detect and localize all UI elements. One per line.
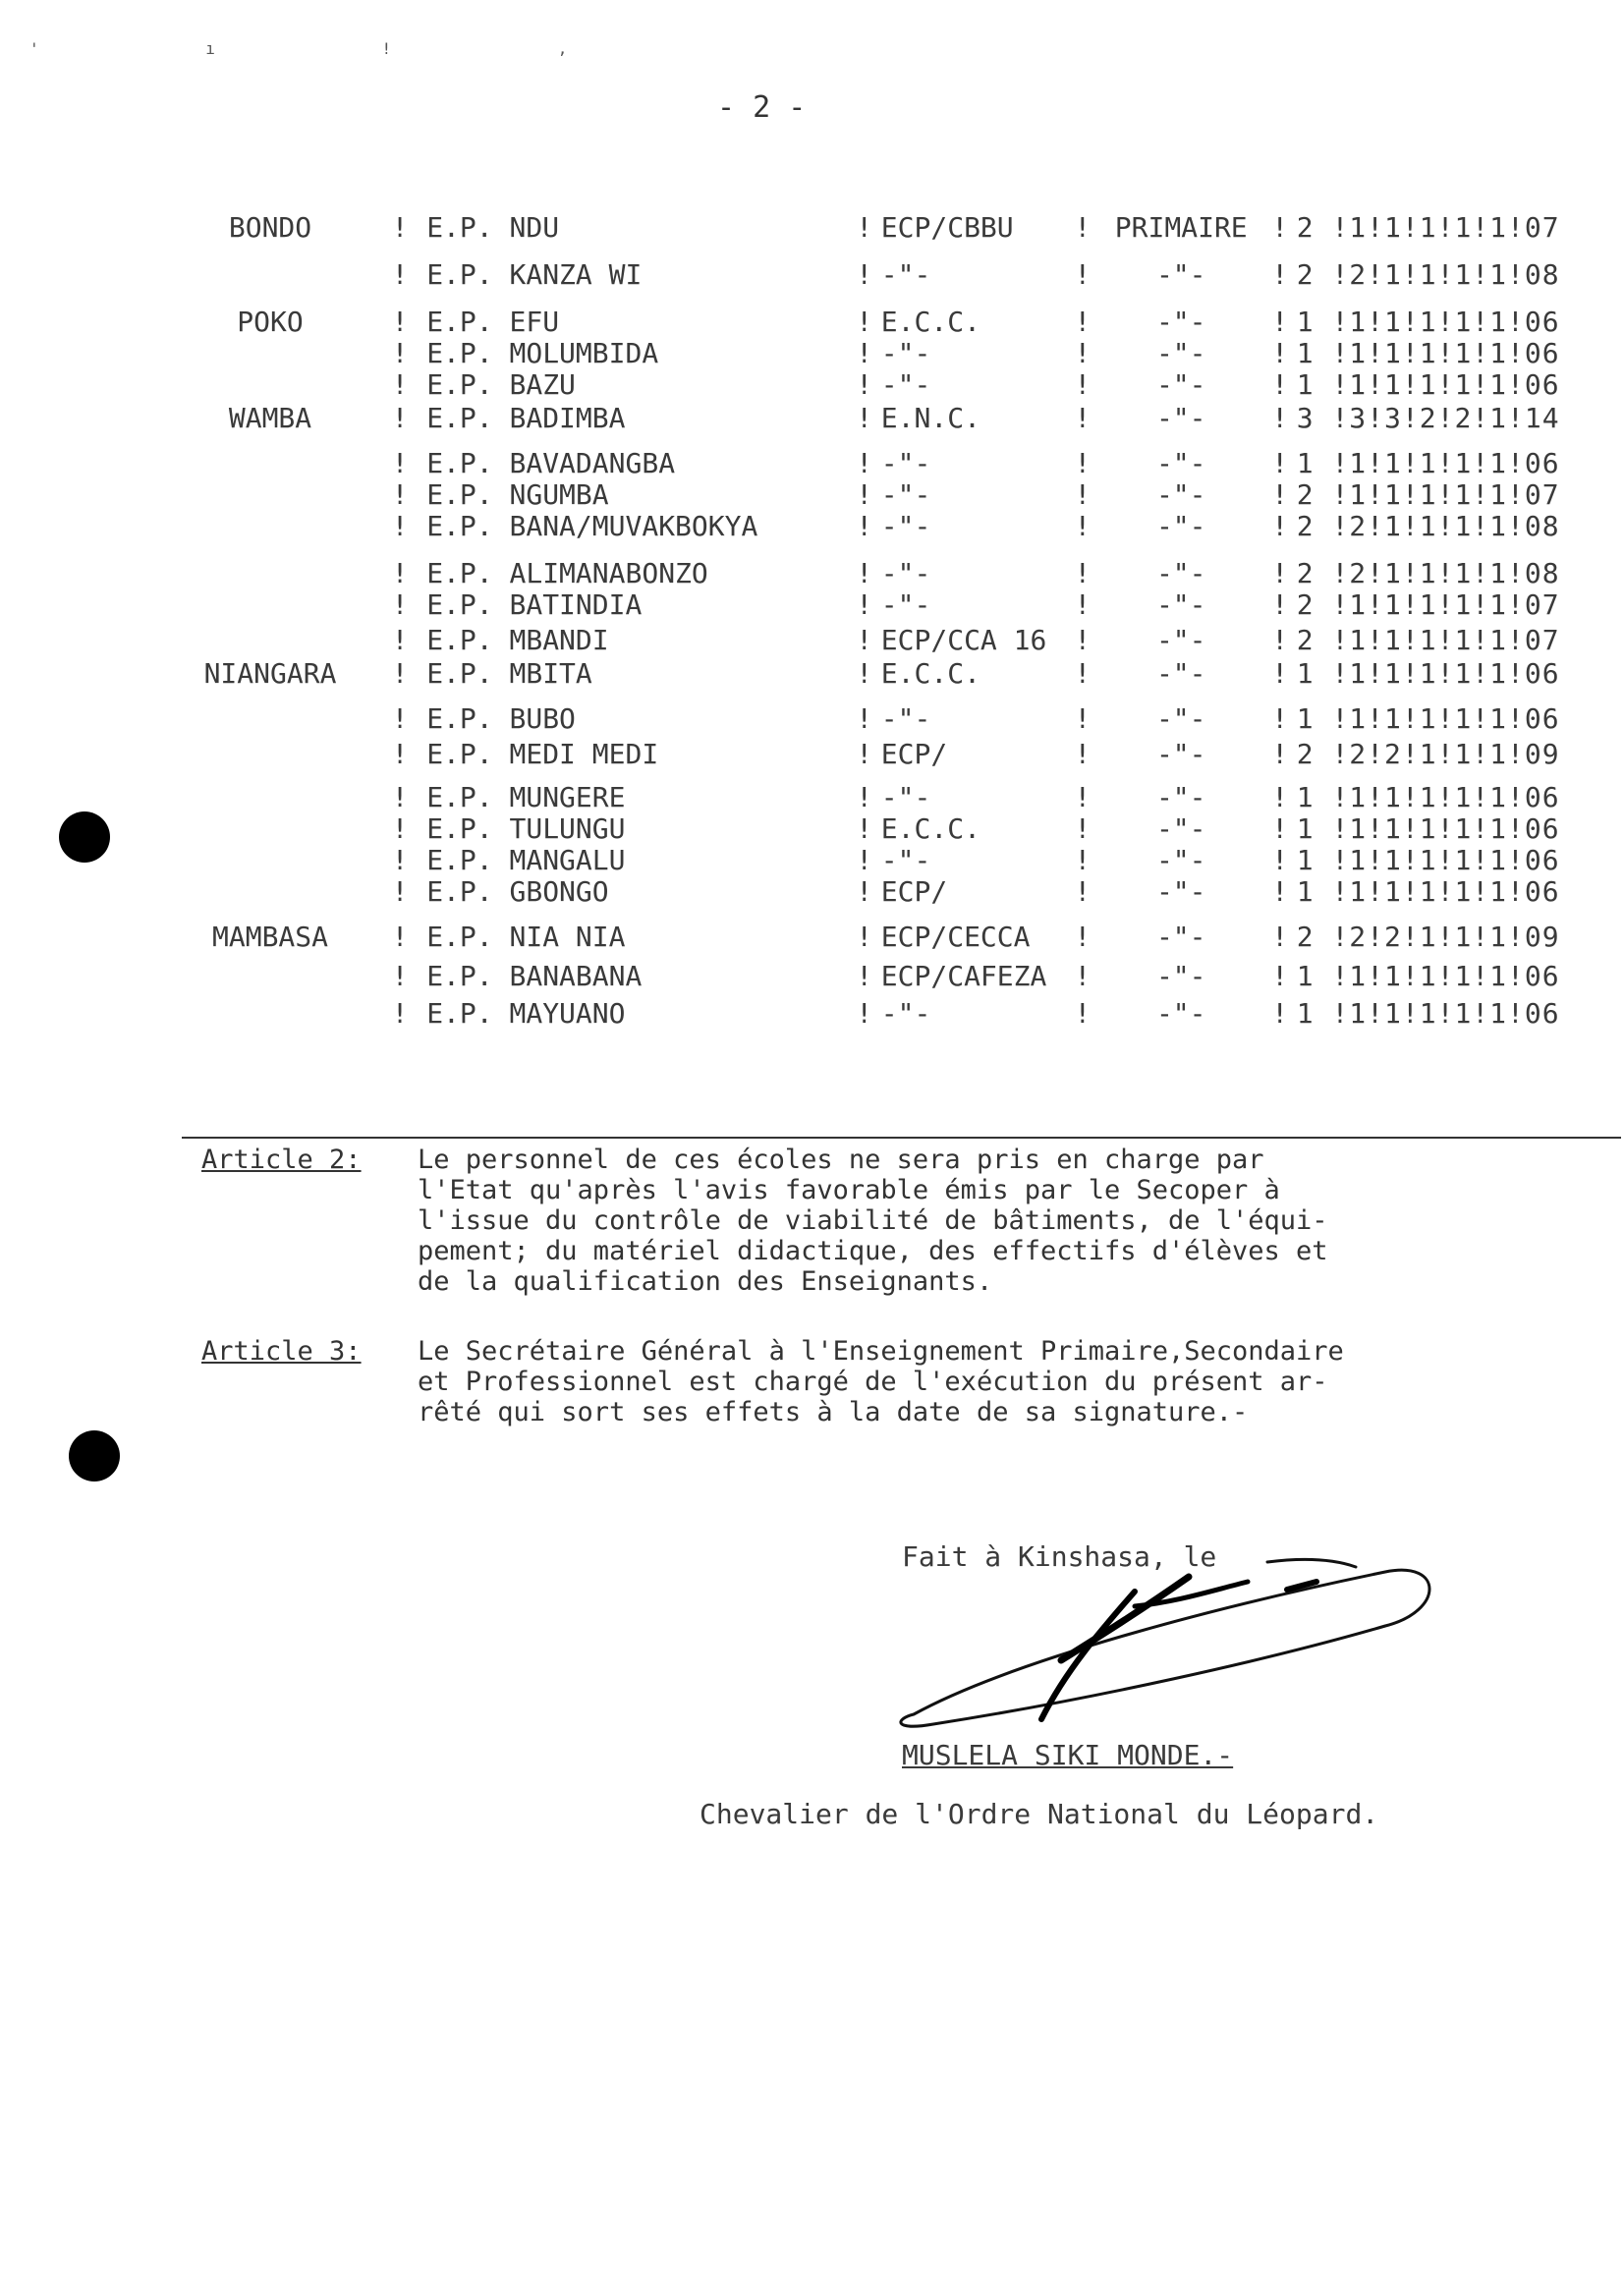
table-row	[157, 845, 1624, 876]
separator: !	[856, 211, 873, 244]
separator: !	[1074, 997, 1092, 1030]
separator: !	[856, 844, 873, 876]
separator: !	[1074, 510, 1092, 542]
district-cell	[157, 625, 383, 658]
level-cell: PRIMAIRE	[1114, 211, 1248, 244]
separator: !	[391, 844, 409, 876]
district-cell: MAMBASA	[212, 921, 329, 953]
separator: !	[1271, 557, 1289, 589]
separator: !	[391, 337, 409, 369]
table-row	[157, 403, 1624, 448]
table-row	[157, 998, 1624, 1030]
network-cell: -"-	[880, 781, 931, 813]
school-cell: E.P. NGUMBA	[426, 478, 609, 511]
separator: !	[856, 402, 873, 434]
separator: !	[391, 557, 409, 589]
school-cell: E.P. ALIMANABONZO	[426, 557, 708, 589]
school-cell: E.P. TULUNGU	[426, 812, 626, 845]
class-counts-cell: 2 !2!2!1!1!1!09	[1296, 921, 1560, 953]
level-cell: -"-	[1155, 921, 1206, 953]
level-cell: -"-	[1155, 875, 1206, 908]
class-counts-cell: 1 !1!1!1!1!1!06	[1296, 781, 1560, 813]
separator: !	[856, 624, 873, 656]
separator: !	[1271, 510, 1289, 542]
level-cell: -"-	[1155, 702, 1206, 735]
class-counts-cell: 2 !1!1!1!1!1!07	[1296, 211, 1560, 244]
separator: !	[1271, 875, 1289, 908]
class-counts-cell: 2 !1!1!1!1!1!07	[1296, 624, 1560, 656]
separator: !	[391, 306, 409, 338]
separator: !	[1271, 258, 1289, 291]
separator: !	[391, 921, 409, 953]
network-cell: -"-	[880, 702, 931, 735]
separator: !	[391, 657, 409, 690]
class-counts-cell: 1 !1!1!1!1!1!06	[1296, 306, 1560, 338]
separator: !	[1074, 211, 1092, 244]
level-cell: -"-	[1155, 624, 1206, 656]
separator: !	[856, 368, 873, 401]
district-cell	[157, 479, 383, 511]
table-row	[157, 922, 1624, 961]
level-cell: -"-	[1155, 306, 1206, 338]
school-cell: E.P. BUBO	[426, 702, 576, 735]
network-cell: ECP/CBBU	[880, 211, 1014, 244]
separator: !	[1271, 921, 1289, 953]
network-cell: -"-	[880, 557, 931, 589]
separator: !	[1074, 875, 1092, 908]
separator: !	[1271, 960, 1289, 992]
handwritten-signature	[894, 1552, 1444, 1739]
separator: !	[1271, 781, 1289, 813]
class-counts-cell: 1 !1!1!1!1!1!06	[1296, 657, 1560, 690]
article-2-label: Article 2:	[201, 1145, 362, 1175]
class-counts-cell: 1 !1!1!1!1!1!06	[1296, 875, 1560, 908]
separator: !	[856, 812, 873, 845]
separator: !	[856, 875, 873, 908]
separator: !	[1271, 812, 1289, 845]
school-cell: E.P. MEDI MEDI	[426, 738, 659, 770]
separator: !	[391, 211, 409, 244]
separator: !	[1271, 844, 1289, 876]
class-counts-cell: 3 !3!3!2!2!1!14	[1296, 402, 1560, 434]
school-cell: E.P. BAVADANGBA	[426, 447, 676, 479]
page-marks: ' ı ! ,	[29, 39, 646, 58]
level-cell: -"-	[1155, 844, 1206, 876]
table-row	[157, 259, 1624, 307]
school-cell: E.P. BADIMBA	[426, 402, 626, 434]
table-row	[157, 212, 1624, 259]
district-cell	[157, 876, 383, 922]
network-cell: E.C.C.	[880, 657, 980, 690]
school-cell: E.P. BATINDIA	[426, 588, 643, 621]
district-cell	[157, 961, 383, 998]
separator: !	[1074, 402, 1092, 434]
district-cell	[157, 589, 383, 625]
school-cell: E.P. MOLUMBIDA	[426, 337, 659, 369]
separator: !	[391, 702, 409, 735]
separator: !	[1271, 211, 1289, 244]
table-row	[157, 876, 1624, 922]
table-row	[157, 338, 1624, 369]
separator: !	[1074, 921, 1092, 953]
table-row	[157, 307, 1624, 338]
level-cell: -"-	[1155, 588, 1206, 621]
level-cell: -"-	[1155, 557, 1206, 589]
separator: !	[1074, 960, 1092, 992]
page-number: - 2 -	[717, 90, 807, 125]
separator: !	[391, 368, 409, 401]
separator: !	[391, 875, 409, 908]
separator: !	[1271, 624, 1289, 656]
separator: !	[1271, 368, 1289, 401]
district-cell	[157, 369, 383, 403]
district-cell: BONDO	[228, 211, 312, 244]
article-3-text: Le Secrétaire Général à l'Enseignement Primaire,Secondaire et Professionnel est chargé de l'exécution du présent ar- rêté qui sort ses effets à la date de sa signature.-	[418, 1336, 1344, 1427]
separator: !	[391, 447, 409, 479]
separator: !	[1074, 812, 1092, 845]
separator: !	[1271, 702, 1289, 735]
level-cell: -"-	[1155, 812, 1206, 845]
level-cell: -"-	[1155, 960, 1206, 992]
district-cell: WAMBA	[228, 402, 312, 434]
class-counts-cell: 1 !1!1!1!1!1!06	[1296, 960, 1560, 992]
school-cell: E.P. GBONGO	[426, 875, 609, 908]
separator: !	[1074, 624, 1092, 656]
district-cell	[157, 448, 383, 479]
network-cell: -"-	[880, 588, 931, 621]
network-cell: -"-	[880, 368, 931, 401]
separator: !	[856, 702, 873, 735]
table-row	[157, 782, 1624, 813]
school-cell: E.P. NIA NIA	[426, 921, 626, 953]
level-cell: -"-	[1155, 510, 1206, 542]
article-2-text: Le personnel de ces écoles ne sera pris en charge par l'Etat qu'après l'avis favorable émis par le Secoper à l'issue du contrôle de viabilité de bâtiments, de l'équi- pement; du matériel didactique, des effectifs d'élèves et de la qualification des Enseignants.	[418, 1145, 1328, 1297]
level-cell: -"-	[1155, 738, 1206, 770]
school-cell: E.P. KANZA WI	[426, 258, 643, 291]
punch-hole-bottom	[69, 1430, 120, 1481]
separator: !	[391, 960, 409, 992]
separator: !	[1074, 588, 1092, 621]
separator: !	[1074, 702, 1092, 735]
separator: !	[1074, 557, 1092, 589]
separator: !	[856, 738, 873, 770]
separator: !	[391, 510, 409, 542]
table-row	[157, 589, 1624, 625]
district-cell	[157, 998, 383, 1030]
separator: !	[391, 738, 409, 770]
table-row	[157, 625, 1624, 658]
network-cell: ECP/	[880, 875, 948, 908]
class-counts-cell: 1 !1!1!1!1!1!06	[1296, 812, 1560, 845]
separator: !	[391, 624, 409, 656]
network-cell: -"-	[880, 447, 931, 479]
class-counts-cell: 2 !2!2!1!1!1!09	[1296, 738, 1560, 770]
class-counts-cell: 1 !1!1!1!1!1!06	[1296, 997, 1560, 1030]
separator: !	[1271, 738, 1289, 770]
table-row	[157, 703, 1624, 739]
separator: !	[1271, 306, 1289, 338]
separator: !	[1271, 997, 1289, 1030]
place-date-line: Fait à Kinshasa, le	[902, 1540, 1217, 1573]
level-cell: -"-	[1155, 478, 1206, 511]
class-counts-cell: 1 !1!1!1!1!1!06	[1296, 702, 1560, 735]
class-counts-cell: 1 !1!1!1!1!1!06	[1296, 844, 1560, 876]
district-cell	[157, 511, 383, 558]
separator: !	[1074, 844, 1092, 876]
class-counts-cell: 2 !2!1!1!1!1!08	[1296, 258, 1560, 291]
table-row	[157, 448, 1624, 479]
class-counts-cell: 1 !1!1!1!1!1!06	[1296, 447, 1560, 479]
punch-hole-top	[59, 811, 110, 863]
network-cell: -"-	[880, 258, 931, 291]
district-cell	[157, 739, 383, 782]
separator: !	[1074, 738, 1092, 770]
table-bottom-rule	[182, 1137, 1621, 1139]
separator: !	[856, 447, 873, 479]
district-cell: NIANGARA	[203, 657, 337, 690]
network-cell: -"-	[880, 844, 931, 876]
schools-table-body	[157, 212, 1624, 1030]
separator: !	[1271, 447, 1289, 479]
network-cell: E.N.C.	[880, 402, 980, 434]
signatory-name: MUSLELA SIKI MONDE.-	[902, 1739, 1234, 1771]
separator: !	[1074, 478, 1092, 511]
class-counts-cell: 2 !2!1!1!1!1!08	[1296, 557, 1560, 589]
separator: !	[856, 337, 873, 369]
school-cell: E.P. MBITA	[426, 657, 592, 690]
signatory-title: Chevalier de l'Ordre National du Léopard.	[700, 1798, 1379, 1830]
separator: !	[391, 781, 409, 813]
separator: !	[856, 997, 873, 1030]
separator: !	[391, 478, 409, 511]
separator: !	[1074, 258, 1092, 291]
network-cell: E.C.C.	[880, 812, 980, 845]
table-row	[157, 369, 1624, 403]
separator: !	[391, 402, 409, 434]
class-counts-cell: 2 !1!1!1!1!1!07	[1296, 478, 1560, 511]
separator: !	[391, 258, 409, 291]
school-cell: E.P. NDU	[426, 211, 560, 244]
separator: !	[856, 921, 873, 953]
school-cell: E.P. BANA/MUVAKBOKYA	[426, 510, 758, 542]
separator: !	[391, 812, 409, 845]
separator: !	[856, 478, 873, 511]
separator: !	[1074, 781, 1092, 813]
district-cell: POKO	[237, 306, 304, 338]
network-cell: ECP/CCA 16	[880, 624, 1047, 656]
separator: !	[856, 588, 873, 621]
table-row	[157, 511, 1624, 558]
district-cell	[157, 558, 383, 589]
separator: !	[391, 997, 409, 1030]
article-3-label: Article 3:	[201, 1336, 362, 1367]
schools-table	[157, 212, 1624, 1030]
level-cell: -"-	[1155, 368, 1206, 401]
separator: !	[856, 657, 873, 690]
district-cell	[157, 259, 383, 307]
network-cell: -"-	[880, 510, 931, 542]
separator: !	[856, 781, 873, 813]
network-cell: ECP/CAFEZA	[880, 960, 1047, 992]
table-row	[157, 558, 1624, 589]
school-cell: E.P. EFU	[426, 306, 560, 338]
network-cell: -"-	[880, 337, 931, 369]
level-cell: -"-	[1155, 402, 1206, 434]
table-row	[157, 658, 1624, 703]
separator: !	[1074, 657, 1092, 690]
separator: !	[856, 258, 873, 291]
level-cell: -"-	[1155, 781, 1206, 813]
level-cell: -"-	[1155, 997, 1206, 1030]
class-counts-cell: 1 !1!1!1!1!1!06	[1296, 368, 1560, 401]
level-cell: -"-	[1155, 337, 1206, 369]
separator: !	[856, 557, 873, 589]
class-counts-cell: 2 !1!1!1!1!1!07	[1296, 588, 1560, 621]
separator: !	[1074, 447, 1092, 479]
separator: !	[1074, 368, 1092, 401]
separator: !	[391, 588, 409, 621]
district-cell	[157, 845, 383, 876]
separator: !	[856, 306, 873, 338]
school-cell: E.P. MUNGERE	[426, 781, 626, 813]
separator: !	[1271, 588, 1289, 621]
separator: !	[856, 960, 873, 992]
level-cell: -"-	[1155, 258, 1206, 291]
district-cell	[157, 703, 383, 739]
school-cell: E.P. BANABANA	[426, 960, 643, 992]
separator: !	[1074, 337, 1092, 369]
network-cell: E.C.C.	[880, 306, 980, 338]
school-cell: E.P. MAYUANO	[426, 997, 626, 1030]
district-cell	[157, 813, 383, 845]
network-cell: ECP/	[880, 738, 948, 770]
school-cell: E.P. MANGALU	[426, 844, 626, 876]
district-cell	[157, 338, 383, 369]
district-cell	[157, 782, 383, 813]
school-cell: E.P. MBANDI	[426, 624, 609, 656]
separator: !	[1271, 337, 1289, 369]
level-cell: -"-	[1155, 447, 1206, 479]
table-row	[157, 813, 1624, 845]
separator: !	[1271, 657, 1289, 690]
network-cell: ECP/CECCA	[880, 921, 1031, 953]
separator: !	[856, 510, 873, 542]
table-row	[157, 961, 1624, 998]
class-counts-cell: 1 !1!1!1!1!1!06	[1296, 337, 1560, 369]
table-row	[157, 739, 1624, 782]
separator: !	[1271, 478, 1289, 511]
table-row	[157, 479, 1624, 511]
level-cell: -"-	[1155, 657, 1206, 690]
school-cell: E.P. BAZU	[426, 368, 576, 401]
class-counts-cell: 2 !2!1!1!1!1!08	[1296, 510, 1560, 542]
separator: !	[1074, 306, 1092, 338]
network-cell: -"-	[880, 478, 931, 511]
network-cell: -"-	[880, 997, 931, 1030]
separator: !	[1271, 402, 1289, 434]
